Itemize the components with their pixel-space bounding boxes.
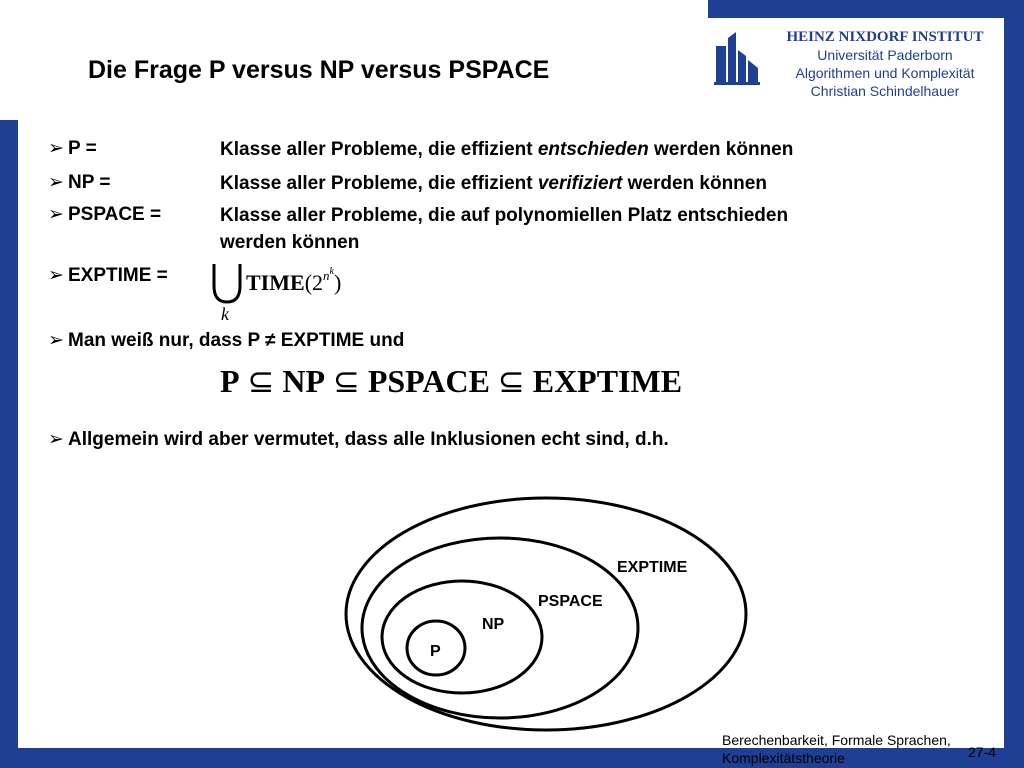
def-np: Klasse aller Probleme, die effizient verifiziert werden können	[220, 173, 767, 194]
label-exptime: EXPTIME	[617, 559, 688, 576]
bullet-term: P =	[68, 138, 97, 159]
subset-symbol: ⊆	[247, 363, 275, 399]
hni-logo-icon	[712, 30, 762, 86]
institute-name: HEINZ NIXDORF INSTITUT	[786, 29, 984, 45]
bullet-term: EXPTIME =	[68, 265, 168, 286]
bullet-arrow-icon: ➢	[48, 172, 64, 193]
class-p: P	[220, 363, 240, 399]
bullet-conjecture	[48, 428, 669, 451]
def-pspace	[220, 202, 788, 256]
time-formula: $TIME(2^{n^k})$	[246, 266, 342, 295]
university-name: Universität Paderborn	[817, 47, 953, 63]
footer-line2: Komplexitätstheorie	[722, 750, 845, 766]
big-union-symbol	[210, 260, 250, 322]
frame-top-bar	[708, 0, 1024, 18]
bullet-term: PSPACE =	[68, 204, 162, 225]
bullet-pspace	[48, 203, 161, 226]
institute-block	[766, 28, 1004, 100]
def-line: werden können	[220, 232, 360, 253]
group-name: Algorithmen und Komplexität	[795, 65, 975, 81]
footer-text	[722, 731, 951, 767]
union-index: k	[221, 304, 229, 324]
label-p: P	[430, 643, 441, 660]
bullet-arrow-icon: ➢	[48, 138, 64, 159]
bullet-arrow-icon: ➢	[48, 429, 64, 450]
bullet-np	[48, 171, 110, 194]
page-number: 27-4	[968, 744, 997, 760]
nested-classes-diagram	[330, 490, 760, 742]
footer-line1: Berechenbarkeit, Formale Sprachen,	[722, 732, 951, 748]
bullet-arrow-icon: ➢	[48, 204, 64, 225]
slide-title: Die Frage P versus NP versus PSPACE	[88, 56, 550, 84]
bullet-p	[48, 137, 97, 160]
label-pspace: PSPACE	[538, 593, 603, 610]
class-np: NP	[282, 363, 326, 399]
frame-right-bar	[1004, 0, 1024, 768]
class-pspace: PSPACE	[367, 363, 490, 399]
bullet-term: NP =	[68, 172, 111, 193]
bullet-text: Man weiß nur, dass P ≠ EXPTIME und	[68, 330, 405, 351]
bullet-known	[48, 329, 404, 352]
def-line: Klasse aller Probleme, die auf polynomiellen Platz entschieden	[220, 205, 789, 226]
subset-symbol: ⊆	[497, 363, 525, 399]
class-exptime: EXPTIME	[532, 363, 683, 399]
author-name: Christian Schindelhauer	[810, 83, 960, 99]
bullet-exptime	[48, 264, 168, 287]
inclusion-chain	[220, 362, 682, 400]
label-np: NP	[482, 616, 505, 633]
bullet-arrow-icon: ➢	[48, 265, 64, 286]
frame-left-bar	[0, 120, 18, 768]
bullet-text: Allgemein wird aber vermutet, dass alle Inklusionen echt sind, d.h.	[68, 429, 669, 450]
bullet-arrow-icon: ➢	[48, 330, 64, 351]
subset-symbol: ⊆	[333, 363, 360, 399]
def-p: Klasse aller Probleme, die effizient entschieden werden können	[220, 139, 794, 160]
